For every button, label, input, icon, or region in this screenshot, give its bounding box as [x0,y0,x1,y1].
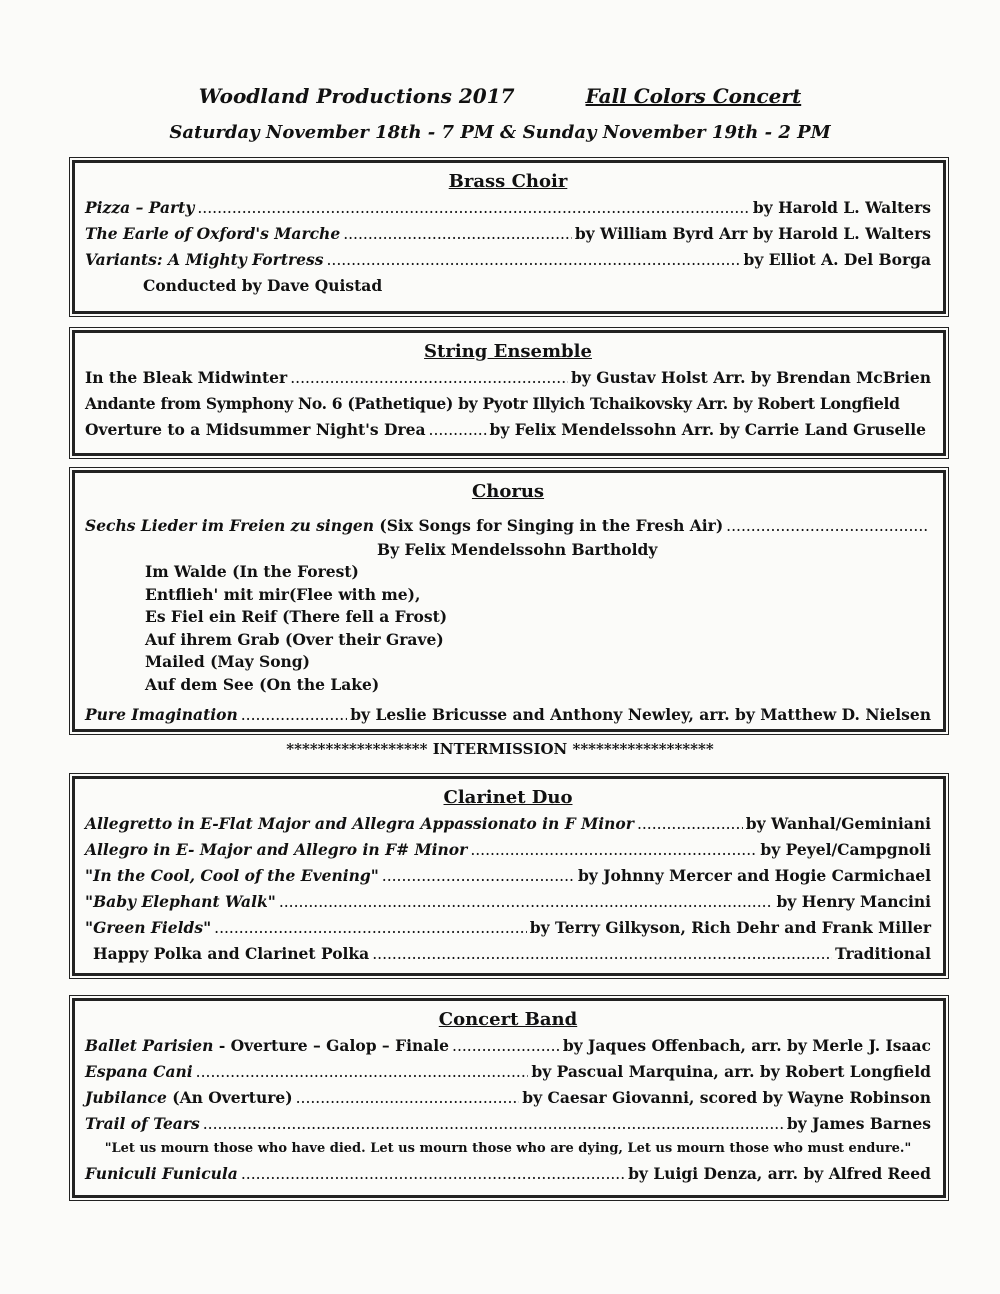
piece-title [85,1111,200,1137]
piece-title: Pizza – Party [85,198,195,217]
piece-credit: by Henry Mancini [776,892,931,911]
leader-dots [279,889,774,915]
intermission-divider: ****************** INTERMISSION ****************** [286,740,714,758]
leader-dots [343,221,572,247]
program-item [85,863,931,889]
leader-dots [382,863,575,889]
string-ensemble-heading: String Ensemble [424,341,592,362]
piece-credit: by Leslie Bricusse and Anthony Newley, arr. by Matthew D. Nielsen [350,705,931,724]
piece-title [85,513,723,539]
piece-title-rest: (An Overture) [166,1088,293,1107]
brass-choir-section [72,160,946,314]
leader-dots [203,1111,784,1137]
leader-dots [196,1059,529,1085]
piece-title: Variants: A Mighty Fortress [85,250,324,269]
piece-title: The Earle of Oxford's Marche [85,224,341,243]
list-item: Auf dem See (On the Lake) [145,674,380,694]
composer-credit: By Felix Mendelssohn Bartholdy [377,540,658,559]
piece-title-italic: Trail of Tears [85,1114,200,1133]
piece-title: Pure Imagination [85,705,238,724]
leader-dots [296,1085,520,1111]
piece-title [85,1059,193,1085]
program-item [85,889,931,915]
piece-title: "Green Fields" [85,918,212,937]
piece-credit: by Jaques Offenbach, arr. by Merle J. Isaac [562,1036,931,1055]
program-item [85,1085,931,1111]
clarinet-duo-section [72,776,946,976]
leader-dots [197,195,749,221]
leader-dots [214,915,527,941]
clarinet-duo-heading: Clarinet Duo [443,787,573,808]
program-item [85,941,931,967]
chorus-heading: Chorus [471,481,545,502]
piece-title-rest: - Overture – Galop – Finale [213,1036,450,1055]
leader-dots [290,365,568,391]
brass-choir-heading: Brass Choir [448,171,568,192]
program-item [85,702,931,728]
dedication-quote: "Let us mourn those who have died. Let us mourn those who are dying, Let us mourn those who must endure." [104,1141,912,1156]
piece-title: Allegretto in E-Flat Major and Allegra Appassionato in F Minor [85,814,634,833]
leader-dots [326,247,740,273]
program-item [85,1111,931,1137]
piece-credit: by Peyel/Campgnoli [760,840,931,859]
piece-credit: by Terry Gilkyson, Rich Dehr and Frank Miller [529,918,931,937]
program-item [85,837,931,863]
concert-band-section [72,998,946,1198]
piece-title: Happy Polka and Clarinet Polka [93,944,370,963]
leader-dots [452,1033,560,1059]
list-item: Auf ihrem Grab (Over their Grave) [145,629,444,649]
program-item [85,811,931,837]
header-title-line [0,84,1000,108]
leader-dots [372,941,832,967]
leader-dots [429,417,487,443]
piece-title: Allegro in E- Major and Allegro in F# Minor [85,840,468,859]
piece-title: Overture to a Midsummer Night's Drea [85,420,426,439]
piece-title-italic: Ballet Parisien [85,1036,214,1055]
leader-dots [637,811,743,837]
program-item [85,915,931,941]
piece-title [85,1085,293,1111]
piece-title: "Baby Elephant Walk" [85,892,276,911]
piece-credit: by William Byrd Arr by Harold L. Walters [574,224,931,243]
program-item [85,1033,931,1059]
piece-credit: by Felix Mendelssohn Arr. by Carrie Land Gruselle [489,420,926,439]
piece-credit: by Wanhal/Geminiani [745,814,931,833]
piece-title-italic: Espana Cani [85,1062,193,1081]
leader-dots [470,837,757,863]
list-item: Im Walde (In the Forest) [145,562,359,581]
conductor-credit: Conducted by Dave Quistad [143,276,383,295]
leader-dots [241,702,347,728]
program-item [85,221,931,247]
piece-credit: by Pascual Marquina, arr. by Robert Longfield [531,1062,931,1081]
program-item [85,1161,931,1187]
program-item [85,1059,931,1085]
piece-title: Funiculi Funicula [85,1164,238,1183]
string-ensemble-section [72,330,946,456]
concert-band-heading: Concert Band [438,1009,578,1030]
concert-title: Fall Colors Concert [585,84,802,108]
piece-credit: by Gustav Holst Arr. by Brendan McBrien [570,368,931,387]
piece-title: "In the Cool, Cool of the Evening" [85,866,379,885]
list-item: Es Fiel ein Reif (There fell a Frost) [145,607,448,626]
leader-dots [241,1161,625,1187]
piece-title [85,1033,449,1059]
piece-title: In the Bleak Midwinter [85,368,288,387]
piece-credit: by Luigi Denza, arr. by Alfred Reed [628,1164,931,1183]
piece-title-italic: Jubilance [85,1088,167,1107]
program-item [85,247,931,273]
concert-dates: Saturday November 18th - 7 PM & Sunday November 19th - 2 PM [169,122,831,143]
piece-credit: by Johnny Mercer and Hogie Carmichael [577,866,931,885]
program-item [85,417,931,443]
list-item: Mailed (May Song) [145,652,310,671]
piece-credit: Traditional [835,944,931,963]
chorus-section [72,470,946,732]
piece-credit: by Elliot A. Del Borga [743,250,931,269]
org-title: Woodland Productions 2017 [198,84,515,108]
song-list [85,561,931,696]
piece-credit: by James Barnes [786,1114,931,1133]
program-item: Andante from Symphony No. 6 (Pathetique) by Pyotr Illyich Tchaikovsky Arr. by Robert Longfield [85,394,900,413]
piece-credit: by Caesar Giovanni, scored by Wayne Robinson [522,1088,931,1107]
program-item [85,513,931,539]
piece-credit: by Harold L. Walters [752,198,931,217]
program-item [85,195,931,221]
program-item [85,365,931,391]
piece-title-italic: Sechs Lieder im Freien zu singen [85,516,374,535]
piece-title-translation: (Six Songs for Singing in the Fresh Air) [379,516,724,535]
leader-dots [726,513,928,539]
list-item: Entflieh' mit mir(Flee with me), [145,584,421,604]
